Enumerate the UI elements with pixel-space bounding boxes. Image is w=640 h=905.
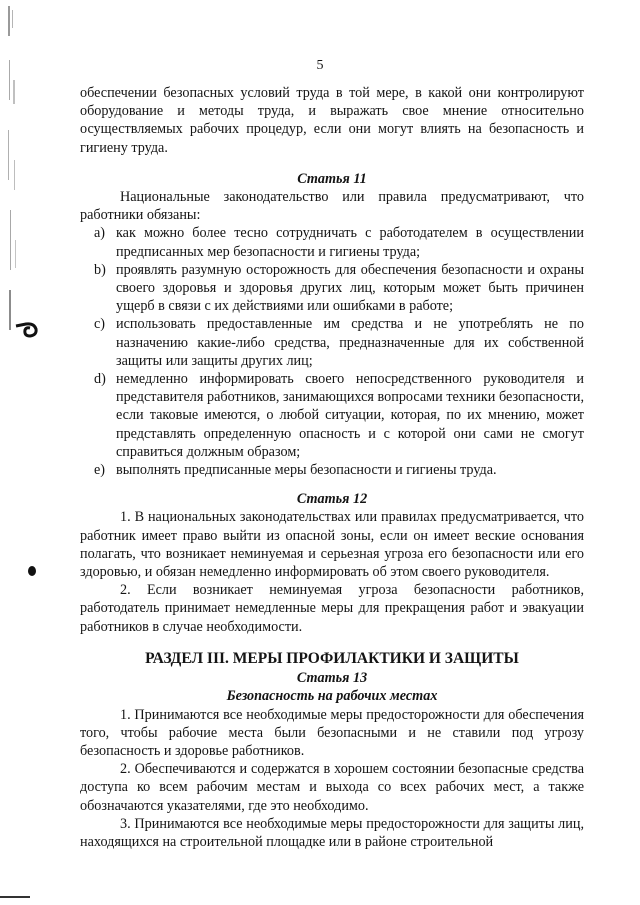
article-13-title: Статья 13 — [296, 670, 368, 687]
list-item — [80, 261, 584, 316]
section-3-title: РАЗДЕЛ III. МЕРЫ ПРОФИЛАКТИКИ И ЗАЩИТЫ — [145, 649, 519, 667]
article-11-list — [80, 224, 584, 479]
list-item-text: как можно более тесно сотрудничать с работодателем в осуществлении предписанных мер безопасности и гигиены труда; — [116, 225, 584, 260]
scan-bottom-mark — [0, 896, 30, 898]
article-12-title: Статья 12 — [296, 491, 368, 508]
document-body — [80, 84, 584, 851]
article-13-paragraph-1: 1. Принимаются все необходимые меры предосторожности для обеспечения того, чтобы рабочие места были безопасными и не ставили под угрозу безопасность и здоровье работников. — [80, 706, 584, 759]
list-item-text: использовать предоставленные им средства и не употреблять не по назначению какие-либо средства, предназначенные для их собственной защиты или защиты других лиц; — [116, 316, 584, 369]
scan-edge-noise — [6, 0, 20, 360]
list-marker: c) — [94, 316, 106, 333]
list-item — [80, 224, 584, 260]
list-item-text: проявлять разумную осторожность для обеспечения безопасности и охраны своего здоровья и здоровья других лиц, которым может быть причинен ущерб в связи с их действиями или ошибками в работе; — [116, 261, 584, 315]
article-12-paragraph-1: 1. В национальных законодательствах или правилах предусматривается, что работник имеет право выйти из опасной зоны, если он имеет веские основания полагать, что возникает неминуемая и серьезная угроза его безопасности или его здоровью, и обязан немедленно информировать об этом своего руководителя. — [80, 509, 584, 581]
list-item — [80, 315, 584, 370]
list-item — [80, 461, 584, 479]
list-marker: a) — [94, 225, 106, 242]
punch-hole-mark — [28, 566, 36, 576]
page-number: 5 — [316, 58, 324, 73]
list-marker: b) — [94, 261, 106, 278]
article-13-paragraph-3: 3. Принимаются все необходимые меры предосторожности для защиты лиц, находящихся на строительной площадке или в районе строительной — [80, 815, 584, 850]
list-marker: d) — [94, 371, 106, 388]
list-marker: e) — [94, 462, 106, 479]
list-item — [80, 370, 584, 461]
article-11-title: Статья 11 — [297, 170, 367, 187]
list-item-text: выполнять предписанные меры безопасности и гигиены труда. — [116, 462, 497, 479]
article-13-paragraph-2: 2. Обеспечиваются и содержатся в хорошем состоянии безопасные средства доступа ко всем рабочим местам и выхода со всех рабочих мест, а также обозначаются указателями, где это необходимо. — [80, 761, 584, 814]
list-item-text: немедленно информировать своего непосредственного руководителя и представителя работников, занимающихся вопросами техники безопасности, если таковые имеются, о любой ситуации, которая, по их мнению, может представлять определенную опасность и с которой они сами не смогут справиться должным образом; — [116, 371, 584, 460]
intro-paragraph: обеспечении безопасных условий труда в той мере, в какой они контролируют оборудование и методы труда, и выражать свое мнение относительно осуществляемых рабочих процедур, если они могут влиять на безопасность и гигиену труда. — [80, 85, 584, 156]
article-13-subtitle: Безопасность на рабочих местах — [226, 688, 438, 705]
scan-blot-mark — [14, 318, 42, 340]
article-11-lead: Национальные законодательство или правила предусматривают, что работники обязаны: — [80, 189, 584, 224]
article-12-paragraph-2: 2. Если возникает неминуемая угроза безопасности работников, работодатель принимает немедленные меры для прекращения работ и эвакуации работников в случае необходимости. — [80, 582, 584, 635]
